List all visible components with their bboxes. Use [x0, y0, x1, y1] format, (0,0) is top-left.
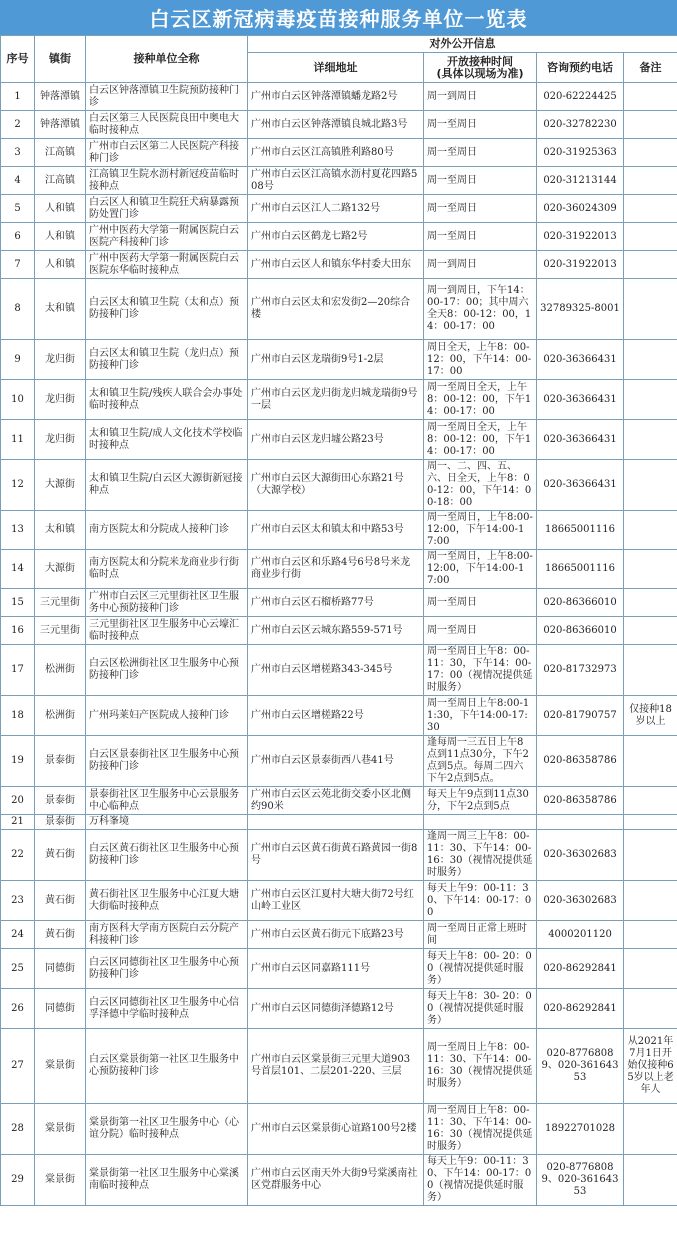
cell-address: 广州市白云区棠景街三元里大道903号首层101、二层201-220、三层	[248, 1029, 424, 1104]
cell-remark	[624, 589, 677, 617]
header-remark: 备注	[624, 53, 677, 83]
cell-no: 14	[1, 550, 35, 589]
cell-unit: 南方医院太和分院成人接种门诊	[86, 511, 248, 550]
cell-remark	[624, 989, 677, 1029]
cell-address: 广州市白云区鹤龙七路2号	[248, 223, 424, 251]
table-row	[1, 550, 677, 589]
cell-hours: 周一至周日	[424, 111, 537, 139]
cell-remark	[624, 460, 677, 511]
header-public-info: 对外公开信息	[248, 36, 677, 53]
cell-hours	[424, 815, 537, 830]
cell-address: 广州市白云区黄石街元下底路23号	[248, 921, 424, 949]
cell-phone: 020-36366431	[537, 460, 624, 511]
cell-hours: 周一至周日上午8：00-11：30、下午14：00-16：30（视情况提供延时服务）	[424, 1104, 537, 1155]
cell-no: 28	[1, 1104, 35, 1155]
cell-remark	[624, 949, 677, 989]
cell-street: 棠景街	[35, 1104, 86, 1155]
cell-phone: 020-32782230	[537, 111, 624, 139]
cell-no: 9	[1, 340, 35, 380]
cell-phone: 020-62224425	[537, 83, 624, 111]
cell-phone: 020-31925363	[537, 139, 624, 167]
cell-remark	[624, 340, 677, 380]
cell-no: 15	[1, 589, 35, 617]
cell-hours: 周一至周日	[424, 223, 537, 251]
header-address: 详细地址	[248, 53, 424, 83]
cell-unit: 白云区同德街社区卫生服务中心预防接种门诊	[86, 949, 248, 989]
cell-phone: 020-36366431	[537, 380, 624, 420]
cell-remark	[624, 251, 677, 279]
table-row	[1, 921, 677, 949]
cell-address: 广州市白云区棠景街心谊路100号2楼	[248, 1104, 424, 1155]
cell-unit: 白云区第三人民医院良田中奥电大临时接种点	[86, 111, 248, 139]
cell-street: 人和镇	[35, 223, 86, 251]
table-row	[1, 949, 677, 989]
cell-no: 21	[1, 815, 35, 830]
table-row	[1, 223, 677, 251]
cell-address: 广州市白云区增槎路343-345号	[248, 645, 424, 696]
cell-hours: 周一、二、四、五、六、日全天，上午8：00-12：00，下午14：00-18：00	[424, 460, 537, 511]
cell-address: 广州市白云区龙瑞街9号1-2层	[248, 340, 424, 380]
table-row	[1, 111, 677, 139]
cell-unit: 太和镇卫生院/残疾人联合会办事处临时接种点	[86, 380, 248, 420]
cell-street: 景泰街	[35, 736, 86, 787]
cell-address: 广州市白云区人和镇东华村委大田东	[248, 251, 424, 279]
cell-street: 三元里街	[35, 589, 86, 617]
cell-street: 龙归街	[35, 340, 86, 380]
cell-hours: 逢周一周三上午8：00-11：30、下午14：00-16：30（视情况提供延时服务）	[424, 830, 537, 881]
cell-street: 江高镇	[35, 167, 86, 195]
cell-no: 3	[1, 139, 35, 167]
cell-remark	[624, 787, 677, 815]
cell-address: 广州市白云区龙归街龙归城龙瑞街9号一层	[248, 380, 424, 420]
table-row	[1, 340, 677, 380]
table-row	[1, 1029, 677, 1104]
cell-street: 景泰街	[35, 815, 86, 830]
cell-phone: 020-86292841	[537, 989, 624, 1029]
cell-street: 钟落潭镇	[35, 111, 86, 139]
cell-street: 人和镇	[35, 251, 86, 279]
header-phone: 咨询预约电话	[537, 53, 624, 83]
cell-hours: 周一至周日，上午8:00-12:00，下午14:00-17:00	[424, 550, 537, 589]
cell-hours: 每天上午9：00-11：30、下午14：00-17：00（视情况提供延时服务）	[424, 1155, 537, 1206]
cell-hours: 周日全天，上午8：00-12：00，下午14：00-17：00	[424, 340, 537, 380]
table-row	[1, 139, 677, 167]
table-row	[1, 787, 677, 815]
vaccination-sites-table	[0, 35, 677, 1206]
table-body	[1, 83, 677, 1206]
cell-hours: 周一至周日	[424, 617, 537, 645]
cell-unit: 白云区太和镇卫生院（太和点）预防接种门诊	[86, 279, 248, 340]
table-row	[1, 617, 677, 645]
cell-hours: 逢每周一三五日上午8点到11点30分，下午2点到5点。每周二四六下午2点到5点。	[424, 736, 537, 787]
cell-unit: 棠景街第一社区卫生服务中心棠溪南临时接种点	[86, 1155, 248, 1206]
header-no: 序号	[1, 36, 35, 83]
cell-street: 同德街	[35, 989, 86, 1029]
cell-unit: 白云区景泰街社区卫生服务中心预防接种门诊	[86, 736, 248, 787]
cell-hours: 每天上午8：30- 20：00（视情况提供延时服务）	[424, 989, 537, 1029]
cell-unit: 广州中医药大学第一附属医院白云医院产科接种门诊	[86, 223, 248, 251]
cell-no: 20	[1, 787, 35, 815]
cell-remark	[624, 830, 677, 881]
cell-no: 5	[1, 195, 35, 223]
table-row	[1, 251, 677, 279]
table-row	[1, 167, 677, 195]
cell-phone: 020-36302683	[537, 881, 624, 921]
cell-address: 广州市白云区南天外大街9号棠溪南社区党群服务中心	[248, 1155, 424, 1206]
cell-no: 22	[1, 830, 35, 881]
cell-hours: 周一到周日	[424, 251, 537, 279]
table-row	[1, 815, 677, 830]
cell-address: 广州市白云区同嘉路111号	[248, 949, 424, 989]
cell-street: 黄石街	[35, 881, 86, 921]
table-row	[1, 696, 677, 736]
cell-no: 1	[1, 83, 35, 111]
cell-hours: 周一至周日上午8:00-11:30，下午14:00-17:30	[424, 696, 537, 736]
cell-remark	[624, 420, 677, 460]
cell-street: 太和镇	[35, 511, 86, 550]
cell-address: 广州市白云区江高镇胜利路80号	[248, 139, 424, 167]
cell-address: 广州市白云区增槎路22号	[248, 696, 424, 736]
cell-no: 17	[1, 645, 35, 696]
cell-phone: 18665001116	[537, 511, 624, 550]
cell-address	[248, 815, 424, 830]
cell-address: 广州市白云区云苑北街交委小区北侧约90米	[248, 787, 424, 815]
cell-street: 松洲街	[35, 645, 86, 696]
cell-address: 广州市白云区同德街泽德路12号	[248, 989, 424, 1029]
cell-no: 29	[1, 1155, 35, 1206]
cell-unit: 广州市白云区三元里街社区卫生服务中心预防接种门诊	[86, 589, 248, 617]
cell-phone: 18665001116	[537, 550, 624, 589]
cell-no: 26	[1, 989, 35, 1029]
cell-street: 大源街	[35, 460, 86, 511]
cell-unit: 白云区棠景街第一社区卫生服务中心预防接种门诊	[86, 1029, 248, 1104]
cell-street: 钟落潭镇	[35, 83, 86, 111]
cell-phone: 020-86358786	[537, 787, 624, 815]
cell-no: 18	[1, 696, 35, 736]
cell-hours: 周一至周日正常上班时间	[424, 921, 537, 949]
cell-unit: 广州中医药大学第一附属医院白云医院东华临时接种点	[86, 251, 248, 279]
cell-street: 松洲街	[35, 696, 86, 736]
cell-phone: 020-86358786	[537, 736, 624, 787]
table-row	[1, 1104, 677, 1155]
cell-remark	[624, 645, 677, 696]
cell-remark	[624, 279, 677, 340]
cell-phone: 020-36366431	[537, 340, 624, 380]
cell-unit: 江高镇卫生院水沥村新冠疫苗临时接种点	[86, 167, 248, 195]
cell-street: 大源街	[35, 550, 86, 589]
cell-remark: 仅接种18岁以上	[624, 696, 677, 736]
cell-address: 广州市白云区景泰街西八巷41号	[248, 736, 424, 787]
cell-address: 广州市白云区黄石街黄石路黄园一街8号	[248, 830, 424, 881]
table-row	[1, 1155, 677, 1206]
cell-no: 24	[1, 921, 35, 949]
table-row	[1, 989, 677, 1029]
cell-unit: 太和镇卫生院/成人文化技术学校临时接种点	[86, 420, 248, 460]
cell-street: 同德街	[35, 949, 86, 989]
cell-address: 广州市白云区和乐路4号6号8号米龙商业步行街	[248, 550, 424, 589]
cell-unit: 白云区太和镇卫生院（龙归点）预防接种门诊	[86, 340, 248, 380]
cell-address: 广州市白云区江夏村大塘大街72号红山岭工业区	[248, 881, 424, 921]
cell-hours: 周一至周日	[424, 139, 537, 167]
cell-street: 棠景街	[35, 1029, 86, 1104]
table-row	[1, 460, 677, 511]
cell-address: 广州市白云区江人二路132号	[248, 195, 424, 223]
cell-remark	[624, 83, 677, 111]
cell-remark	[624, 736, 677, 787]
cell-no: 13	[1, 511, 35, 550]
cell-hours: 周一至周日	[424, 195, 537, 223]
cell-remark	[624, 380, 677, 420]
cell-remark	[624, 139, 677, 167]
cell-phone: 020-81732973	[537, 645, 624, 696]
cell-phone: 020-86292841	[537, 949, 624, 989]
cell-street: 江高镇	[35, 139, 86, 167]
cell-remark	[624, 167, 677, 195]
cell-remark	[624, 550, 677, 589]
cell-no: 8	[1, 279, 35, 340]
cell-phone: 4000201120	[537, 921, 624, 949]
cell-remark	[624, 921, 677, 949]
cell-unit: 白云区人和镇卫生院狂犬病暴露预防处置门诊	[86, 195, 248, 223]
cell-phone: 020-36366431	[537, 420, 624, 460]
table-row	[1, 420, 677, 460]
cell-phone: 020-31922013	[537, 223, 624, 251]
cell-no: 2	[1, 111, 35, 139]
cell-remark	[624, 111, 677, 139]
table-row	[1, 589, 677, 617]
cell-hours: 每天上午9：00-11：30、下午14：00-17：00	[424, 881, 537, 921]
cell-unit: 南方医科大学南方医院白云分院产科接种门诊	[86, 921, 248, 949]
cell-remark	[624, 1104, 677, 1155]
cell-no: 19	[1, 736, 35, 787]
cell-no: 16	[1, 617, 35, 645]
cell-hours: 周一至周日，上午8:00-12:00，下午14:00-17:00	[424, 511, 537, 550]
table-row	[1, 645, 677, 696]
cell-unit: 南方医院太和分院米龙商业步行街临时点	[86, 550, 248, 589]
cell-remark	[624, 815, 677, 830]
cell-unit: 广州玛莱妇产医院成人接种门诊	[86, 696, 248, 736]
cell-no: 10	[1, 380, 35, 420]
cell-street: 太和镇	[35, 279, 86, 340]
cell-phone: 020-86366010	[537, 589, 624, 617]
cell-no: 7	[1, 251, 35, 279]
cell-street: 龙归街	[35, 380, 86, 420]
cell-no: 11	[1, 420, 35, 460]
cell-address: 广州市白云区江高镇水沥村夏花四路508号	[248, 167, 424, 195]
cell-address: 广州市白云区钟落潭镇良城北路3号	[248, 111, 424, 139]
cell-hours: 周一至周日	[424, 167, 537, 195]
cell-street: 景泰街	[35, 787, 86, 815]
page-title: 白云区新冠病毒疫苗接种服务单位一览表	[0, 0, 677, 35]
cell-phone: 020-87768089、020-36164353	[537, 1155, 624, 1206]
cell-hours: 周一至周日全天，上午8：00-12：00，下午14：00-17：00	[424, 420, 537, 460]
cell-phone	[537, 815, 624, 830]
cell-unit: 黄石街社区卫生服务中心江夏大塘大街临时接种点	[86, 881, 248, 921]
cell-remark	[624, 195, 677, 223]
cell-hours: 每天上午9点到11点30分，下午2点到5点	[424, 787, 537, 815]
cell-no: 23	[1, 881, 35, 921]
cell-address: 广州市白云区龙归墟公路23号	[248, 420, 424, 460]
table-row	[1, 279, 677, 340]
cell-street: 三元里街	[35, 617, 86, 645]
cell-street: 棠景街	[35, 1155, 86, 1206]
cell-street: 黄石街	[35, 921, 86, 949]
cell-remark	[624, 1155, 677, 1206]
table-row	[1, 736, 677, 787]
cell-address: 广州市白云区钟落潭镇蟠龙路2号	[248, 83, 424, 111]
cell-phone: 020-36024309	[537, 195, 624, 223]
cell-no: 27	[1, 1029, 35, 1104]
cell-unit: 广州市白云区第二人民医院产科接种门诊	[86, 139, 248, 167]
cell-remark	[624, 223, 677, 251]
cell-unit: 白云区同德街社区卫生服务中心信孚泽德中学临时接种点	[86, 989, 248, 1029]
cell-phone: 020-36302683	[537, 830, 624, 881]
table-row	[1, 830, 677, 881]
cell-hours: 周一到周日，下午14：00-17：00；其中周六全天8：00-12：00，14：00-17：00	[424, 279, 537, 340]
cell-no: 4	[1, 167, 35, 195]
cell-phone: 32789325-8001	[537, 279, 624, 340]
cell-address: 广州市白云区太和宏发街2—20综合楼	[248, 279, 424, 340]
table-row	[1, 380, 677, 420]
cell-address: 广州市白云区云城东路559-571号	[248, 617, 424, 645]
cell-phone: 020-86366010	[537, 617, 624, 645]
header-unit: 接种单位全称	[86, 36, 248, 83]
cell-phone: 020-31922013	[537, 251, 624, 279]
cell-unit: 三元里街社区卫生服务中心云壕汇临时接种点	[86, 617, 248, 645]
cell-remark: 从2021年7月1日开始仅接种65岁以上老年人	[624, 1029, 677, 1104]
cell-hours: 周一到周日	[424, 83, 537, 111]
cell-no: 12	[1, 460, 35, 511]
cell-unit: 白云区黄石街社区卫生服务中心预防接种门诊	[86, 830, 248, 881]
table-row	[1, 881, 677, 921]
cell-remark	[624, 617, 677, 645]
cell-remark	[624, 881, 677, 921]
header-street: 镇街	[35, 36, 86, 83]
cell-unit: 白云区钟落潭镇卫生院预防接种门诊	[86, 83, 248, 111]
cell-hours: 周一至周日全天，上午8：00-12：00，下午14：00-17：00	[424, 380, 537, 420]
cell-street: 黄石街	[35, 830, 86, 881]
cell-unit: 景泰街社区卫生服务中心云景服务中心临种点	[86, 787, 248, 815]
cell-hours: 周一至周日上午8：00-11：30、下午14：00-16：30（视情况提供延时服务）	[424, 1029, 537, 1104]
cell-address: 广州市白云区太和镇太和中路53号	[248, 511, 424, 550]
cell-street: 龙归街	[35, 420, 86, 460]
cell-phone: 020-87768089、020-36164353	[537, 1029, 624, 1104]
cell-hours: 周一至周日	[424, 589, 537, 617]
cell-address: 广州市白云区石榴桥路77号	[248, 589, 424, 617]
cell-no: 25	[1, 949, 35, 989]
header-hours: 开放接种时间 (具体以现场为准)	[424, 53, 537, 83]
cell-unit: 太和镇卫生院/白云区大源街新冠接种点	[86, 460, 248, 511]
cell-phone: 18922701028	[537, 1104, 624, 1155]
cell-address: 广州市白云区大源街田心东路21号（大源学校）	[248, 460, 424, 511]
cell-no: 6	[1, 223, 35, 251]
cell-phone: 020-31213144	[537, 167, 624, 195]
cell-street: 人和镇	[35, 195, 86, 223]
cell-phone: 020-81790757	[537, 696, 624, 736]
cell-unit: 棠景街第一社区卫生服务中心（心谊分院）临时接种点	[86, 1104, 248, 1155]
table-row	[1, 195, 677, 223]
cell-unit: 白云区松洲街社区卫生服务中心预防接种门诊	[86, 645, 248, 696]
cell-unit: 万科峯境	[86, 815, 248, 830]
cell-hours: 每天上午8：00- 20：00（视情况提供延时服务）	[424, 949, 537, 989]
cell-hours: 周一至周日上午8：00-11：30，下午14：00-17：00（视情况提供延时服务）	[424, 645, 537, 696]
cell-remark	[624, 511, 677, 550]
table-row	[1, 511, 677, 550]
table-row	[1, 83, 677, 111]
